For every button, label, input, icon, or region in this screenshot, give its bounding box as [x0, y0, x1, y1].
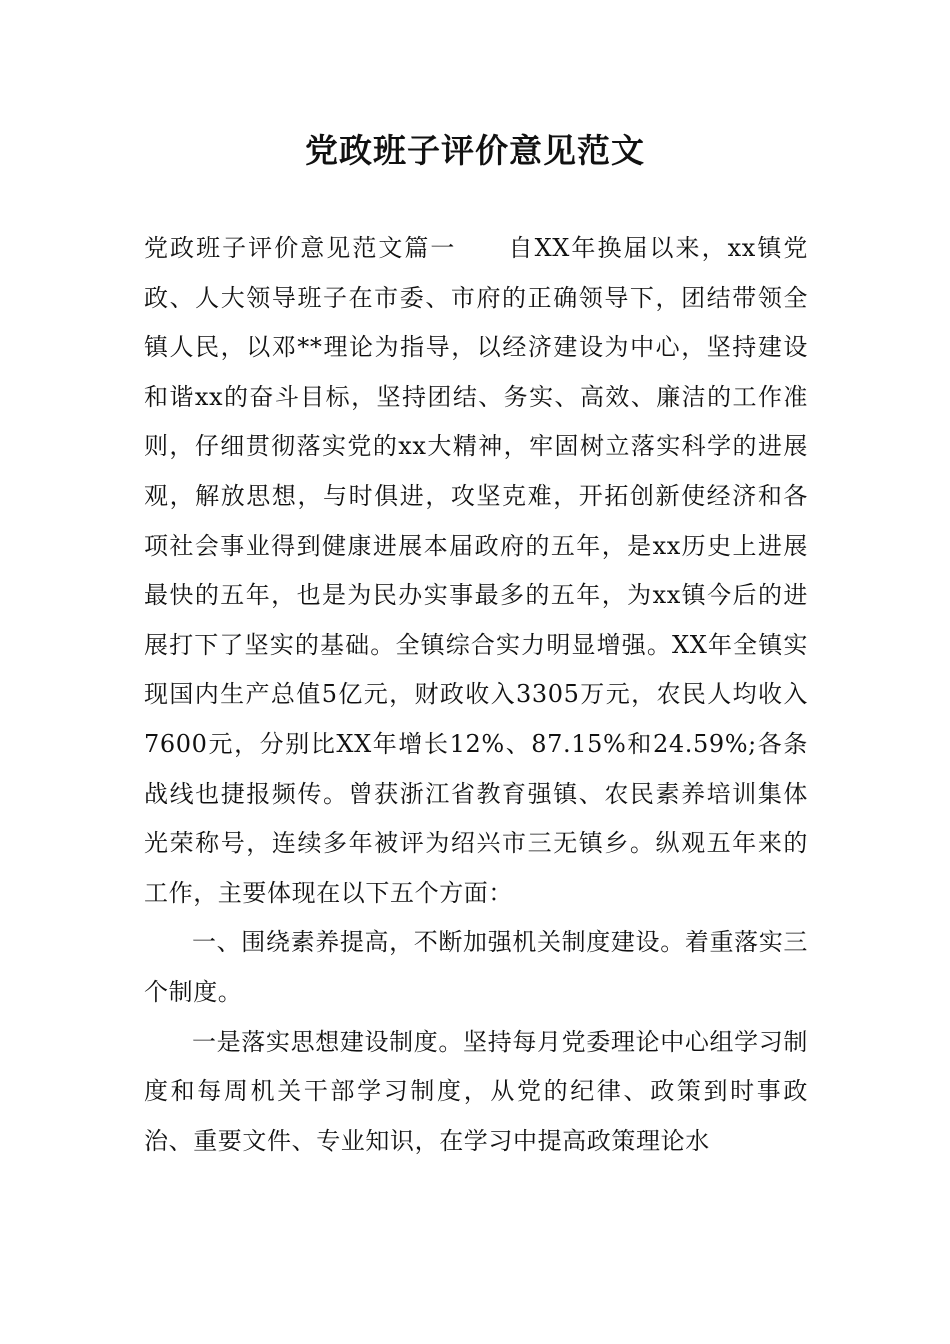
paragraph-intro: 党政班子评价意见范文篇一 自XX年换届以来，xx镇党政、人大领导班子在市委、市府的正确领导下，团结带领全镇人民，以邓**理论为指导，以经济建设为中心，坚持建设和谐xx的奋斗目标，坚持团结、务实、高效、廉洁的工作准则，仔细贯彻落实党的xx大精神，牢固树立落实科学的进展观，解放思想，与时俱进，攻坚克难，开拓创新使经济和各项社会事业得到健康进展本届政府的五年，是xx历史上进展最快的五年，也是为民办实事最多的五年，为xx镇今后的进展打下了坚实的基础。全镇综合实力明显增强。XX年全镇实现国内生产总值5亿元，财政收入3305万元，农民人均收入7600元，分别比XX年增长12%、87.15%和24.59%;各条战线也捷报频传。曾获浙江省教育强镇、农民素养培训集体光荣称号，连续多年被评为绍兴市三无镇乡。纵观五年来的工作，主要体现在以下五个方面： [144, 234, 808, 907]
document-body [144, 224, 808, 1166]
paragraph-point-one: 一是落实思想建设制度。坚持每月党委理论中心组学习制度和每周机关干部学习制度，从党的纪律、政策到时事政治、重要文件、专业知识，在学习中提高政策理论水 [144, 1027, 808, 1155]
paragraph-section-one: 一、围绕素养提高，不断加强机关制度建设。着重落实三个制度。 [144, 928, 808, 1006]
document-title: 党政班子评价意见范文 [305, 131, 645, 170]
